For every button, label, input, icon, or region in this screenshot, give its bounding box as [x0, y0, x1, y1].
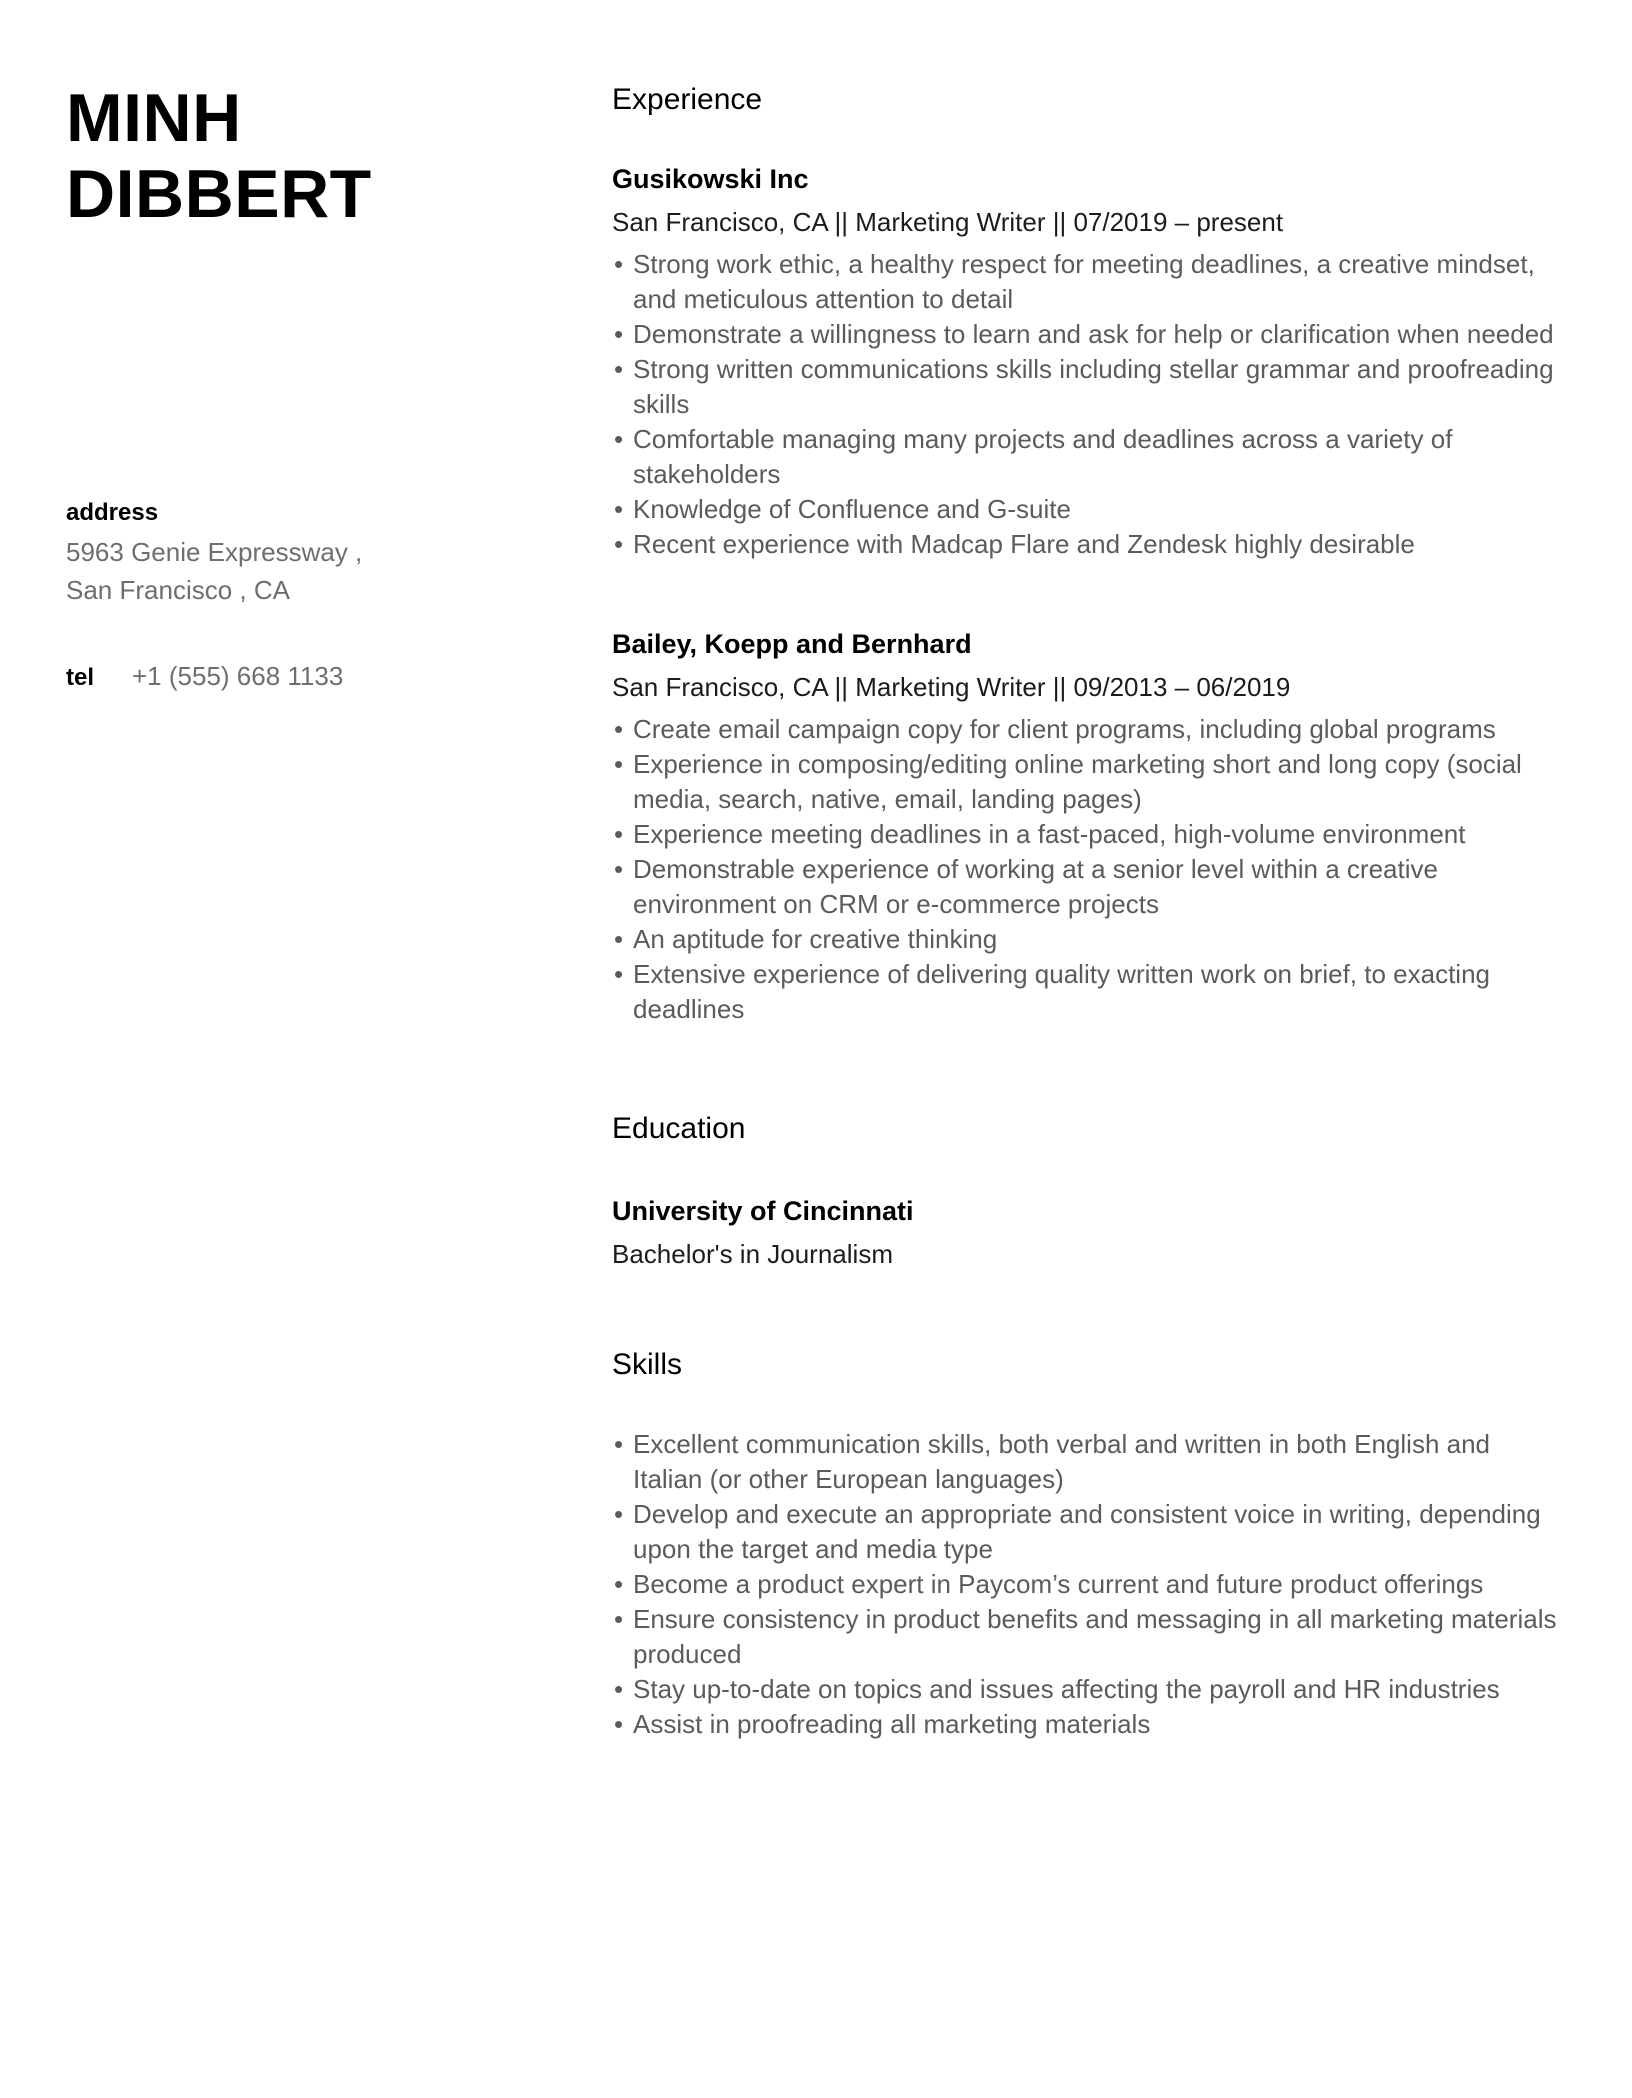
- job-bullet: • Knowledge of Confluence and G-suite: [612, 492, 1564, 527]
- skill-bullet: • Excellent communication skills, both verbal and written in both English and Italian (or other European languages): [612, 1427, 1564, 1497]
- job-bullet: • Experience meeting deadlines in a fast-paced, high-volume environment: [612, 817, 1564, 852]
- tel-label: tel: [66, 664, 95, 691]
- skills-heading: Skills: [612, 1348, 683, 1381]
- school-name: University of Cincinnati: [612, 1196, 914, 1226]
- job-bullet: • Demonstrate a willingness to learn and ask for help or clarification when needed: [612, 317, 1564, 352]
- job-bullet: • Experience in composing/editing online marketing short and long copy (social media, search, native, email, landing pages): [612, 747, 1564, 817]
- candidate-last-name: DIBBERT: [66, 156, 372, 232]
- address-value: [66, 533, 546, 609]
- job-bullet: • Create email campaign copy for client programs, including global programs: [612, 712, 1564, 747]
- experience-entry: [612, 163, 1564, 562]
- job-meta: San Francisco, CA || Marketing Writer || 09/2013 – 06/2019: [612, 672, 1291, 702]
- job-bullet: • Demonstrable experience of working at a senior level within a creative environment on CRM or e-commerce projects: [612, 852, 1564, 922]
- education-heading: Education: [612, 1112, 746, 1145]
- job-bullet: • Strong work ethic, a healthy respect for meeting deadlines, a creative mindset, and meticulous attention to detail: [612, 247, 1564, 317]
- degree-name: Bachelor's in Journalism: [612, 1239, 893, 1269]
- right-column: [612, 0, 1564, 1742]
- candidate-first-name: MINH: [66, 80, 242, 156]
- job-bullet: • Strong written communications skills including stellar grammar and proofreading skills: [612, 352, 1564, 422]
- job-bullet-list: [612, 247, 1564, 562]
- contact-block: [66, 498, 546, 692]
- job-bullet-list: [612, 712, 1564, 1027]
- address-line-1: 5963 Genie Expressway ,: [66, 537, 363, 567]
- experience-entry: [612, 628, 1564, 1027]
- tel-row: [66, 661, 546, 692]
- skill-bullet: • Stay up-to-date on topics and issues affecting the payroll and HR industries: [612, 1672, 1564, 1707]
- company-name: Bailey, Koepp and Bernhard: [612, 629, 972, 659]
- job-bullet: • An aptitude for creative thinking: [612, 922, 1564, 957]
- address-line-2: San Francisco , CA: [66, 575, 290, 605]
- address-label: address: [66, 499, 159, 526]
- skill-bullet: • Develop and execute an appropriate and consistent voice in writing, depending upon the target and media type: [612, 1497, 1564, 1567]
- skills-bullet-list: [612, 1427, 1564, 1742]
- company-name: Gusikowski Inc: [612, 164, 809, 194]
- skill-bullet: • Become a product expert in Paycom’s current and future product offerings: [612, 1567, 1564, 1602]
- candidate-name: [66, 80, 546, 232]
- tel-value: +1 (555) 668 1133: [132, 661, 344, 691]
- job-bullet: • Extensive experience of delivering quality written work on brief, to exacting deadlines: [612, 957, 1564, 1027]
- skill-bullet: • Ensure consistency in product benefits and messaging in all marketing materials produced: [612, 1602, 1564, 1672]
- experience-heading: Experience: [612, 83, 763, 116]
- skill-bullet: • Assist in proofreading all marketing materials: [612, 1707, 1564, 1742]
- job-bullet: • Comfortable managing many projects and deadlines across a variety of stakeholders: [612, 422, 1564, 492]
- left-column: [66, 0, 546, 692]
- job-bullet: • Recent experience with Madcap Flare and Zendesk highly desirable: [612, 527, 1564, 562]
- job-meta: San Francisco, CA || Marketing Writer || 07/2019 – present: [612, 207, 1284, 237]
